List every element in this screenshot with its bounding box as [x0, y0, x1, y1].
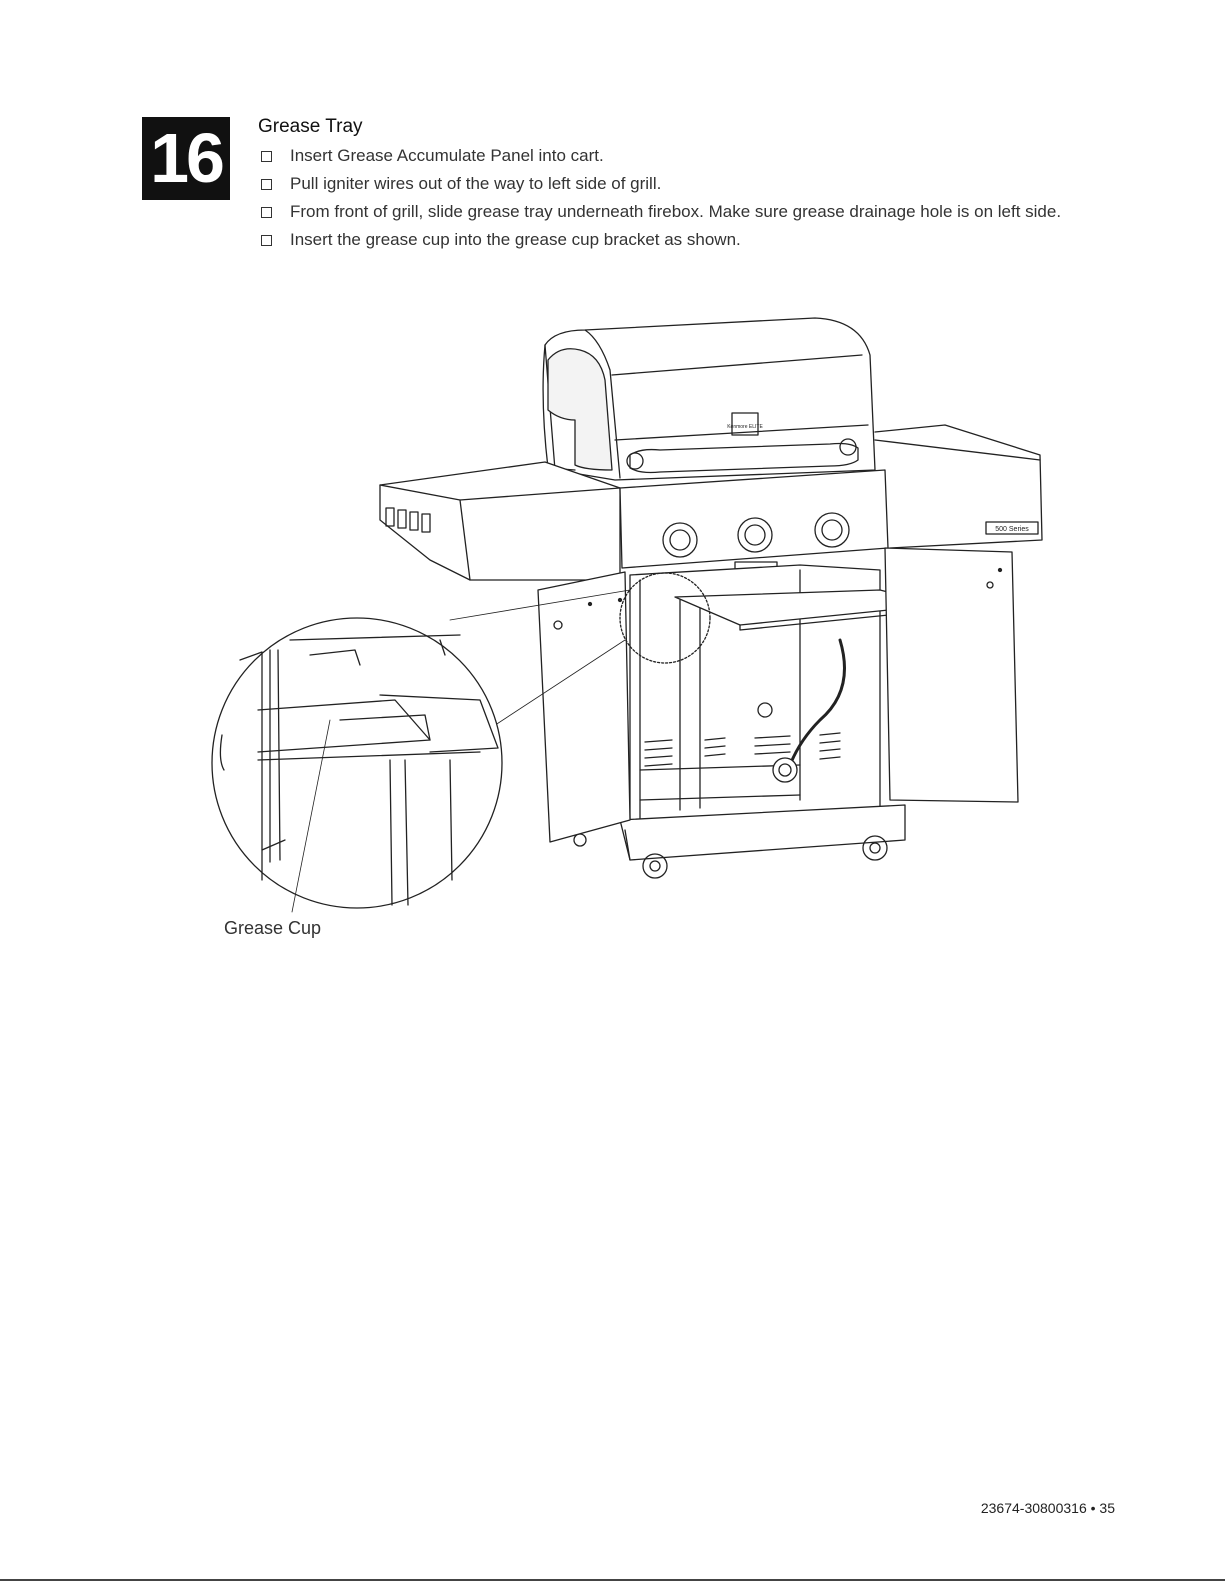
grease-cup-callout: Grease Cup — [224, 918, 322, 938]
step-number-badge: 16 — [142, 117, 230, 200]
checkbox-icon[interactable] — [261, 179, 272, 190]
instruction-item — [258, 199, 1088, 224]
instruction-text: Insert the grease cup into the grease cup bracket as shown. — [290, 230, 741, 249]
instruction-text: Pull igniter wires out of the way to left side of grill. — [290, 174, 662, 193]
instruction-item — [258, 143, 1088, 168]
lid-badge-text: Kenmore ELITE — [727, 424, 763, 430]
checkbox-icon[interactable] — [261, 207, 272, 218]
instruction-item — [258, 227, 1088, 252]
section-title: Grease Tray — [258, 116, 363, 137]
bottom-rule — [0, 1579, 1225, 1581]
series-badge-text: 500 Series — [995, 526, 1029, 533]
page-footer: 23674-30800316 • 35 — [980, 1500, 1115, 1516]
grill-lid — [543, 300, 875, 480]
cart-door-left — [538, 572, 630, 842]
cart-door-right — [885, 548, 1018, 802]
checkbox-icon[interactable] — [261, 151, 272, 162]
instruction-text: Insert Grease Accumulate Panel into cart. — [290, 146, 604, 165]
instruction-item — [258, 171, 1088, 196]
instruction-text: From front of grill, slide grease tray underneath firebox. Make sure grease drainage hole is on left side. — [290, 202, 1062, 221]
grill-illustration — [210, 300, 1070, 940]
checkbox-icon[interactable] — [261, 235, 272, 246]
regulator-icon — [773, 758, 797, 782]
instruction-list — [258, 143, 1088, 255]
